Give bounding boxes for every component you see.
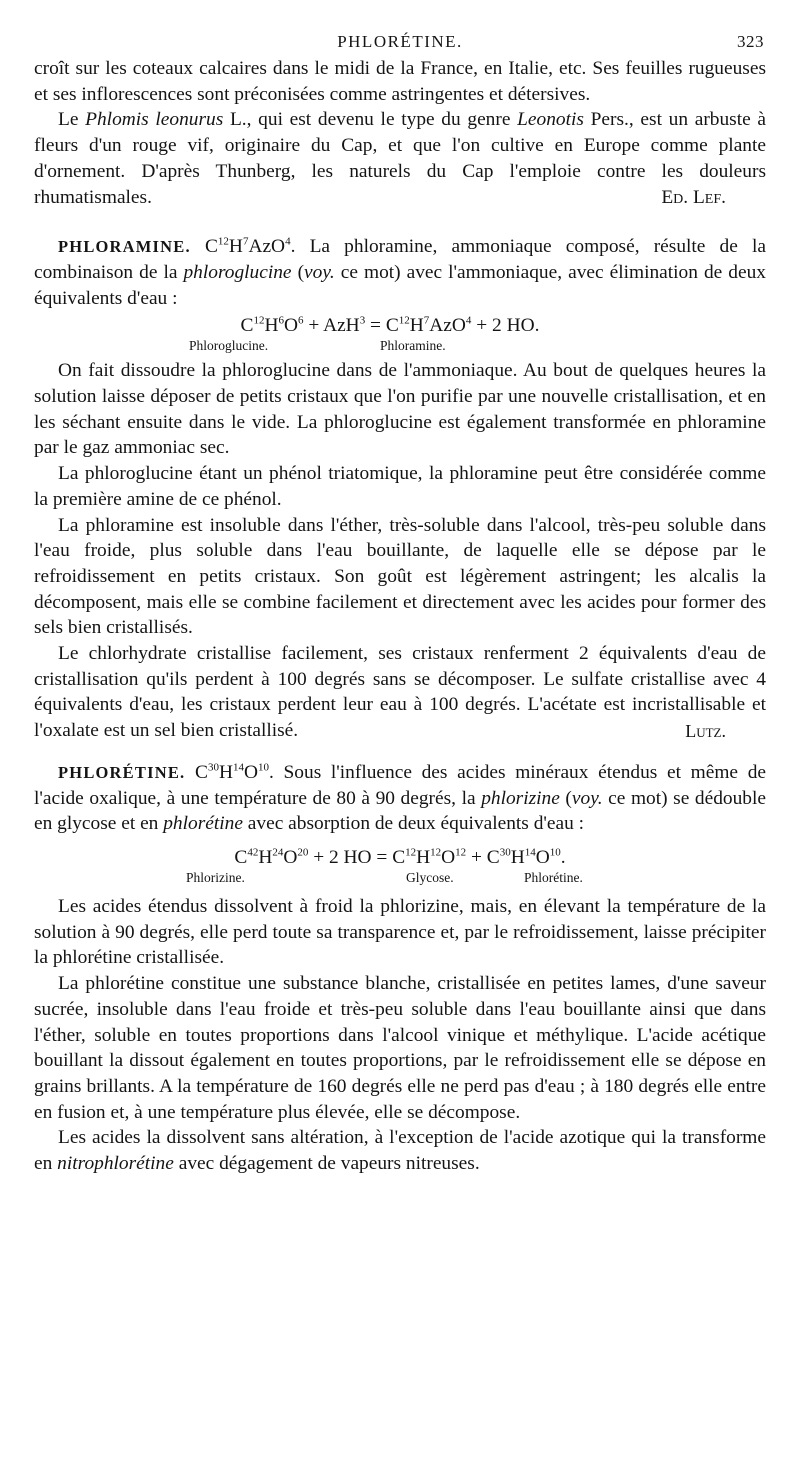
equation-labels [34,870,766,894]
paragraph: On fait dissoudre la phloroglucine dans de l'ammoniaque. Au bout de quelques heures la solution laisse déposer de petits cristaux que l'on purifie par une nouvelle cristallisation, et en les séchant ensuite dans le vide. La phloroglucine est également transformée en phloramine par le gaz ammoniac sec. [34,360,766,459]
paragraph-continuation: croît sur les coteaux calcaires dans le midi de la France, en Italie, etc. Ses feuilles rugueuses et ses inflorescences sont préconisées comme astringentes et détersives. [34,58,766,105]
entry-formula: $C^{30}H^{14}O^{10}$. [195,761,274,783]
paragraph: Le chlorhydrate cristallise facilement, ses cristaux renferment 2 équivalents d'eau de cristallisation qu'ils perdent à 100 degrés sans se décomposer. Le sulfate cristallise avec 4 équivalents d'eau, les cristaux perdent leur eau à 100 degrés. L'acétate est incristallisable et l'oxalate est un sel bien cristallisé. [34,643,766,742]
paragraph: La phloroglucine étant un phénol triatomique, la phloramine peut être considérée comme la première amine de ce phénol. [34,463,766,510]
running-header [34,30,766,56]
equation-label: Phloroglucine. [189,338,269,354]
entry-phloretine-intro: PHLORÉTINE. $C^{30}H^{14}O^{10}$. Sous l'influence des acides minéraux étendus et même de l'acide oxalique, à une température de 80 à 90 degrés, la phlorizine (voy. ce mot) se dédouble en glycose et en phlorétine avec absorption de deux équivalents d'eau : [34,761,766,835]
cross-reference: phlorétine [163,813,243,835]
paragraph-phlomis: Le Phlomis leonurus L., qui est devenu le type du genre Leonotis Pers., est un arbuste à fleurs d'un rouge vif, originaire du Cap, et que l'on cultive en Europe comme plante d'ornement. D'après Thunberg, les naturels du Cap l'emploie contre les douleurs rhumatismales. Ed. Lef. [34,107,766,210]
equation-label: Phlorizine. [186,869,245,885]
paragraph-last: Les acides la dissolvent sans altération, à l'exception de l'acide azotique qui la transforme en nitrophlorétine avec dégagement de vapeurs nitreuses. [34,1127,766,1175]
paragraph: La phloramine est insoluble dans l'éther, très-soluble dans l'alcool, très-peu soluble dans l'eau froide, plus soluble dans l'eau bouillante, de laquelle elle se dépose par le refroidissement en petits cristaux. Son goût est légèrement astringent; les alcalis la décomposent, mais elle se combine facilement et directement avec les acides pour former des sels bien cristallisés. [34,514,766,639]
page [34,30,766,1177]
cross-reference: phloroglucine [183,261,292,283]
paragraph: Les acides étendus dissolvent à froid la phlorizine, mais, en élevant la température de la solution à 90 degrés, elle perd toute sa transparence et, par le refroidissement, laisse précipiter la phlorétine cristallisée. [34,895,766,969]
equation-label: Glycose. [406,869,454,885]
cross-reference: nitrophlorétine [57,1153,174,1175]
page-number: 323 [737,32,764,51]
entry-heading: PHLORÉTINE. [58,762,186,782]
equation-label: Phlorétine. [524,869,583,885]
author-signature: Ed. Lef. [661,186,726,208]
chemical-equation: $C^{12}H^6O^6 + AzH^3 = C^{12}H^7AzO^4 + 2$ HO. [240,314,540,337]
paragraph: La phlorétine constitue une substance blanche, cristallisée en petites lames, d'une saveur sucrée, insoluble dans l'eau froide et très-peu soluble dans l'eau bouillante ainsi que dans l'éther, soluble en toutes proportions dans l'alcool vinique et méthylique. L'acide acétique bouillant la dissout également en toutes proportions, par le refroidissement elle se dépose en grains brillants. A la température de 160 degrés elle ne perd pas d'eau ; à 180 degrés elle entre en fusion et, à une température plus élevée, elle se décompose. [34,973,766,1123]
equation-label: Phloramine. [380,338,446,354]
taxon-name: Phlomis leonurus [85,109,224,131]
running-title: PHLORÉTINE. [337,32,463,51]
author-signature: Lutz. [685,720,726,741]
equation-labels [34,338,766,358]
chemical-equation: $C^{42}H^{24}O^{20} + 2$ HO = $C^{12}H^{12}O^{12} + C^{30}H^{14}O^{10}$. [234,846,566,868]
cross-reference: phlorizine [481,787,560,809]
entry-formula: $C^{12}H^7AzO^4$. [204,235,296,258]
entry-heading: PHLORAMINE. [58,237,191,257]
entry-phloramine-intro: PHLORAMINE. $C^{12}H^7AzO^4$. La phloramine, ammoniaque composé, résulte de la combinaison de la phloroglucine (voy. ce mot) avec l'ammoniaque, avec élimination de deux équivalents d'eau : [34,235,766,309]
genus-name: Leonotis [517,109,584,131]
